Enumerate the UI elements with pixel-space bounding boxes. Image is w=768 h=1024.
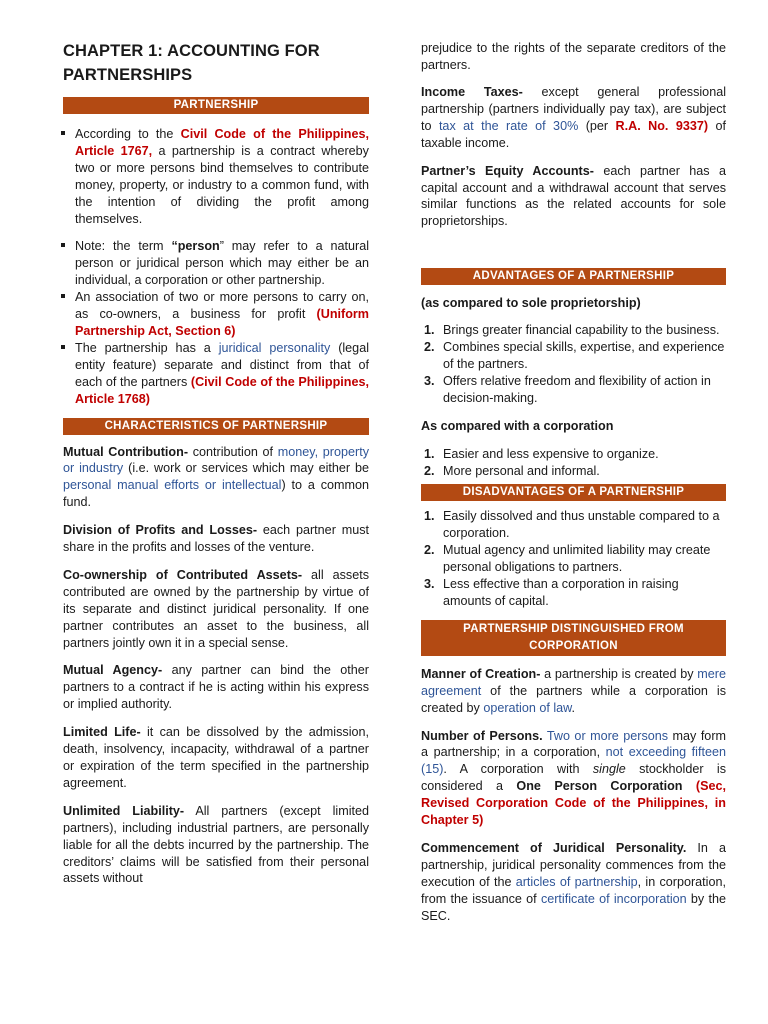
dist-number-of-persons: Number of Persons. Two or more persons may form a partnership; in a corporation, not exceeding fifteen (15). A corporation with single stockholder is considered a One Person Corporation (Sec, Revised Corporation Code of the Philippines, in Chapter 5) (421, 728, 727, 828)
advantages-subheading-corp: As compared with a corporation (421, 418, 614, 433)
title-line-2: PARTNERSHIPS (63, 66, 193, 84)
bullet-person-note: Note: the term “person” may refer to a natural person or juridical person which may either be an individual, a corporation or other partnership. (63, 238, 369, 289)
char-mutual-contribution: Mutual Contribution- contribution of money, property or industry (i.e. work or services which may either be personal manual efforts or intellectual) to a common fund. (63, 444, 369, 510)
list-item: 3. Less effective than a corporation in raising amounts of capital. (424, 577, 679, 608)
list-item: 1. Easier and less expensive to organize. (424, 446, 659, 461)
section-bar-characteristics: CHARACTERISTICS OF PARTNERSHIP (63, 418, 369, 435)
bullet-juridical-personality: The partnership has a juridical personality (legal entity feature) separate and distinct from that of each of the partners (Civil Code of the Philippines, Article 1768) (63, 340, 369, 408)
partners-equity-accounts: Partner’s Equity Accounts- each partner has a capital account and a withdrawal account that serves similar functions as the related accounts for sole proprietorships. (421, 163, 726, 229)
list-item: 1. Easily dissolved and thus unstable compared to a corporation. (424, 509, 720, 541)
right-column (421, 40, 726, 925)
section-bar-disadvantages: DISADVANTAGES OF A PARTNERSHIP (421, 484, 726, 501)
list-item: 3. Offers relative freedom and flexibility of action in decision-making. (424, 373, 711, 405)
bullet-association: An association of two or more persons to carry on, as co-owners, a business for profit (Uniform Partnership Act, Section 6) (63, 289, 369, 340)
legal-reference: (Sec, Revised Corporation Code of the Philippines, in Chapter 5) (421, 779, 726, 828)
dist-manner-of-creation: Manner of Creation- a partnership is created by mere agreement of the partners while a corporation is created by operation of law. (421, 666, 726, 715)
list-item: 2. More personal and informal. (424, 463, 600, 478)
dist-commencement: Commencement of Juridical Personality. In a partnership, juridical personality commences from the execution of the articles of partnership, in corporation, from the issuance of certificate of incorporation by the SEC. (421, 841, 726, 923)
advantages-list-corp (421, 446, 726, 480)
char-limited-life: Limited Life- it can be dissolved by the admission, death, insolvency, incapacity, withdrawal of a partner or expiration of the term specified in the partnership agreement. (63, 725, 369, 790)
list-item: 2. Combines special skills, expertise, and experience of the partners. (424, 340, 725, 371)
income-taxes: Income Taxes- except general professional partnership (partners individually pay tax), are subject to tax at the rate of 30% (per R.A. No. 9337) of taxable income. (421, 85, 726, 150)
list-item: 2. Mutual agency and unlimited liability may create personal obligations to partners. (424, 543, 711, 575)
char-mutual-agency: Mutual Agency- any partner can bind the other partners to a contract if he is acting within his express or implied authority. (63, 663, 370, 712)
section-bar-advantages: ADVANTAGES OF A PARTNERSHIP (421, 268, 726, 285)
legal-reference: (Uniform Partnership Act, Section 6) (75, 307, 369, 338)
left-column (63, 0, 369, 888)
bullet-icon (61, 243, 65, 247)
bullet-icon (61, 131, 65, 135)
bullet-icon (61, 345, 65, 349)
legal-reference: (Civil Code of the Philippines, Article 1768) (75, 374, 369, 406)
legal-reference: Civil Code of the Philippines, Article 1767, (75, 127, 369, 158)
bullet-icon (61, 294, 65, 298)
advantages-list-sole (421, 322, 726, 407)
char-division-profits: Division of Profits and Losses- each partner must share in the profits and losses of the venture. (63, 523, 369, 555)
list-item: 1. Brings greater financial capability to the business. (424, 323, 720, 338)
advantages-subheading-sole: (as compared to sole proprietorship) (421, 296, 641, 311)
liability-continuation: prejudice to the rights of the separate creditors of the partners. (421, 41, 726, 72)
title-line-1: CHAPTER 1: ACCOUNTING FOR (63, 42, 320, 60)
char-coownership: Co-ownership of Contributed Assets- all assets contributed are owned by the partnership by virtue of its separate and distinct juridical personality. If one partner contributes an asset to the business, all partners jointly own it in a special sense. (63, 567, 369, 650)
bullet-definition: According to the Civil Code of the Philippines, Article 1767, a partnership is a contract whereby two or more persons bind themselves to contribute money, property, or industry to a common fund, with the intention of dividing the profit among themselves. (63, 126, 369, 227)
section-bar-partnership: PARTNERSHIP (63, 97, 369, 114)
section-bar-distinguished: PARTNERSHIP DISTINGUISHED FROM CORPORATION (421, 620, 726, 656)
disadvantages-list (421, 508, 726, 609)
page-title (63, 39, 369, 87)
legal-reference: R.A. No. 9337) (615, 118, 709, 133)
char-unlimited-liability: Unlimited Liability- All partners (except limited partners), including industrial partners, are personally liable for all the debts incurred by the partnership. The creditors’ claims will be satisfied from their personal assets without (63, 803, 369, 886)
